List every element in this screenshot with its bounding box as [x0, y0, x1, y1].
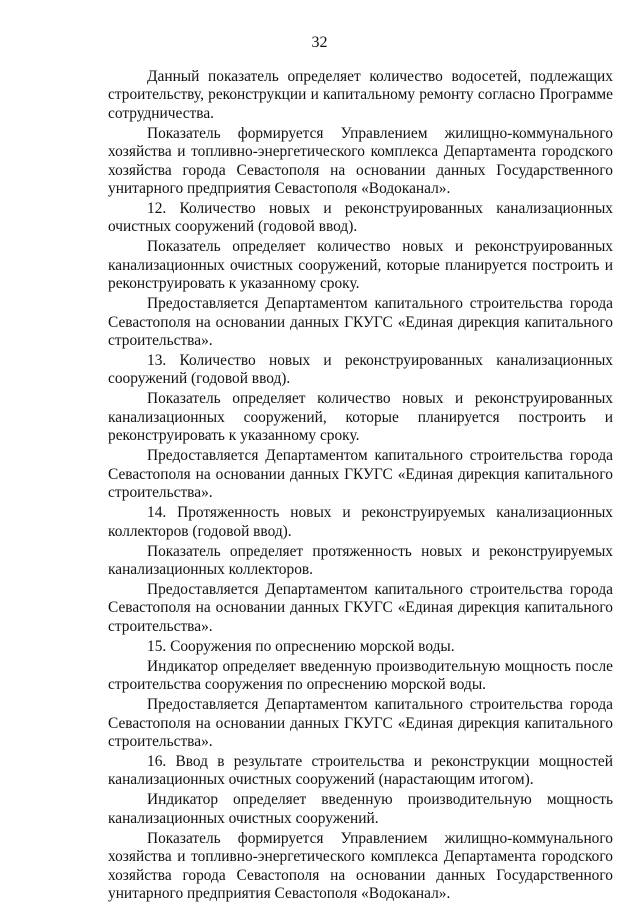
- paragraph: Данный показатель определяет количество водосетей, подлежащих строительству, реконструкции и капитальному ремонту согласно Программе сотрудничества.: [108, 68, 613, 122]
- list-item-heading: 12. Количество новых и реконструированных канализационных очистных сооружений (годовой ввод).: [108, 200, 613, 236]
- list-item-heading: 14. Протяженность новых и реконструируемых канализационных коллекторов (годовой ввод).: [108, 504, 613, 540]
- paragraph: Предоставляется Департаментом капитального строительства города Севастополя на основании данных ГКУГС «Единая дирекция капитального строительства».: [108, 447, 613, 502]
- paragraph: Индикатор определяет введенную производительную мощность канализационных очистных сооружений.: [108, 791, 613, 827]
- paragraph: Предоставляется Департаментом капитального строительства города Севастополя на основании данных ГКУГС «Единая дирекция капитального строительства».: [108, 295, 613, 350]
- paragraph: Показатель формируется Управлением жилищно-коммунального хозяйства и топливно-энергетического комплекса Департамента городского хозяйства города Севастополя на основании данных Государственного унитарного предприятия Севастополя «Водоканал».: [108, 829, 613, 902]
- paragraph: Показатель определяет количество новых и реконструированных канализационных очистных сооружений, которые планируется построить и реконструировать к указанному сроку.: [108, 238, 613, 293]
- list-item-heading: 13. Количество новых и реконструированных канализационных сооружений (годовой ввод).: [108, 352, 613, 388]
- paragraph: Показатель формируется Управлением жилищно-коммунального хозяйства и топливно-энергетического комплекса Департамента городского хозяйства города Севастополя на основании данных Государственного унитарного предприятия Севастополя «Водоканал».: [108, 124, 613, 198]
- list-item-heading: 15. Сооружения по опреснению морской воды.: [147, 637, 455, 655]
- paragraph: Индикатор определяет введенную производительную мощность после строительства сооружения по опреснению морской воды.: [108, 657, 613, 694]
- page-number: 32: [311, 34, 328, 51]
- paragraph: Предоставляется Департаментом капитального строительства города Севастополя на основании данных ГКУГС «Единая дирекция капитального строительства».: [108, 696, 613, 750]
- paragraph: Предоставляется Департаментом капитального строительства города Севастополя на основании данных ГКУГС «Единая дирекция капитального строительства».: [108, 580, 613, 635]
- list-item-heading: 16. Ввод в результате строительства и реконструкции мощностей канализационных очистных сооружений (нарастающим итогом).: [108, 752, 613, 789]
- document-body: [108, 68, 613, 905]
- paragraph: Показатель определяет протяженность новых и реконструируемых канализационных коллекторов.: [108, 542, 613, 578]
- paragraph: Показатель определяет количество новых и реконструированных канализационных сооружений, которые планируется построить и реконструировать к указанному сроку.: [108, 390, 613, 445]
